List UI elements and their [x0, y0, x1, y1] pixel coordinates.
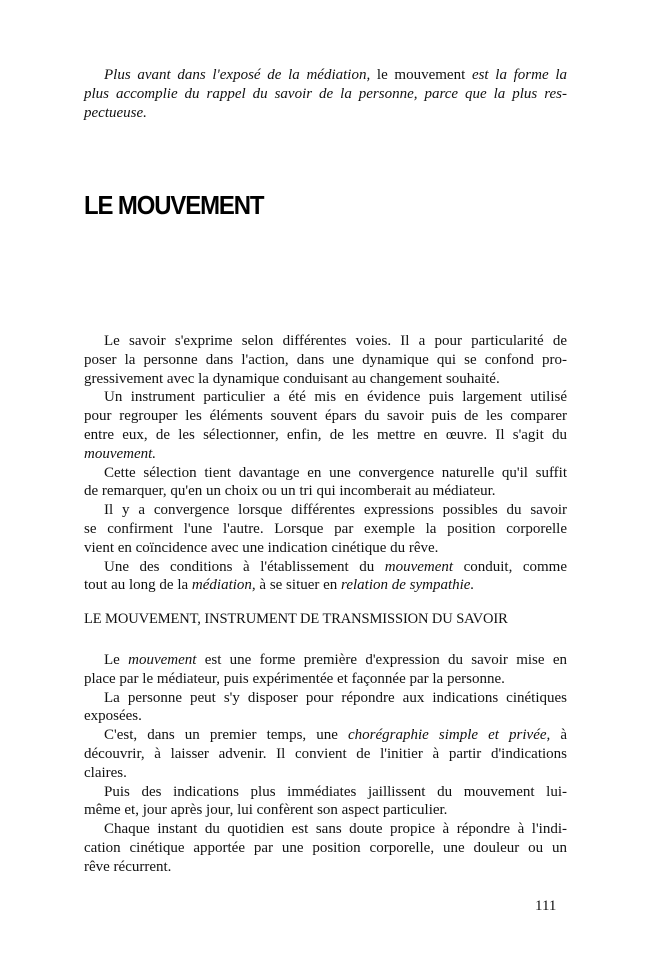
text-line: [84, 764, 567, 783]
text-segment: Un instrument particulier a été mis en évidence puis largement utilisé: [104, 389, 567, 406]
text-segment: La personne peut s'y disposer pour répondre aux indications cinétiques: [104, 689, 567, 706]
italic-text: mouvement.: [84, 445, 157, 462]
text-line: [84, 558, 567, 577]
text-line: [84, 85, 567, 104]
text-line: [84, 801, 567, 820]
text-line: [84, 426, 567, 445]
text-segment: place par le médiateur, puis expérimentée et façonnée par la personne.: [84, 670, 505, 687]
text-segment: entre eux, de les sélectionner, enfin, de les mettre en œuvre. Il s'agit du: [84, 426, 567, 443]
italic-text: mouvement: [384, 558, 454, 575]
text-segment: Chaque instant du quotidien est sans doute propice à répondre à l'indi-: [104, 821, 567, 838]
text-segment: se confirment l'une l'autre. Lorsque par exemple la position corporelle: [84, 520, 567, 537]
text-segment: vient en coïncidence avec une indication cinétique du rêve.: [84, 539, 439, 556]
text-segment: conduit, comme: [453, 558, 567, 575]
text-line: [84, 407, 567, 426]
text-line: [84, 445, 567, 464]
italic-text: médiation,: [191, 577, 256, 594]
text-line: [84, 464, 567, 483]
text-line: [84, 576, 567, 595]
text-line: [84, 839, 567, 858]
text-line: [84, 351, 567, 370]
text-segment: cation cinétique apportée par une position corporelle, une douleur ou un: [84, 839, 567, 856]
text-segment: Le savoir s'exprime selon différentes voies. Il a pour particularité de: [104, 333, 567, 349]
text-line: [84, 689, 567, 708]
italic-text: relation de sympathie.: [341, 577, 475, 594]
body-text-2: [84, 651, 567, 877]
text-segment: est une forme première d'expression du savoir mise en: [196, 652, 568, 668]
text-segment: le mouvement: [370, 67, 472, 83]
text-segment: même et, jour après jour, lui confèrent son aspect particulier.: [84, 802, 448, 819]
text-segment: claires.: [84, 764, 127, 781]
text-line: [84, 501, 567, 520]
section-heading: LE MOUVEMENT, INSTRUMENT DE TRANSMISSION DU SAVOIR: [84, 611, 508, 627]
text-segment: gressivement avec la dynamique conduisant au changement souhaité.: [84, 370, 500, 387]
text-segment: pour regrouper les éléments souvent épars du savoir puis de les comparer: [84, 408, 567, 425]
text-segment: à: [550, 727, 568, 744]
text-line: [84, 670, 567, 689]
intro-paragraph: [84, 66, 567, 122]
text-segment: à se situer en: [255, 577, 342, 594]
text-line: [84, 520, 567, 539]
text-line: [84, 820, 567, 839]
text-line: [84, 388, 567, 407]
text-segment: tout au long de la: [84, 577, 192, 594]
text-segment: de remarquer, qu'en un choix ou un tri qui incomberait au médiateur.: [84, 483, 496, 500]
text-segment: poser la personne dans l'action, dans une dynamique qui se confond pro-: [84, 351, 567, 368]
text-segment: exposées.: [84, 708, 142, 725]
italic-text: pectueuse.: [84, 104, 147, 121]
page-number: 111: [535, 898, 557, 914]
text-line: [84, 707, 567, 726]
text-segment: C'est, dans un premier temps, une: [104, 727, 348, 744]
text-line: [84, 482, 567, 501]
body-text-1: [84, 332, 567, 595]
text-segment: Le: [104, 652, 129, 668]
text-segment: Il y a convergence lorsque différentes expressions possibles du savoir: [104, 502, 567, 519]
text-line: [84, 858, 567, 877]
chapter-title: LE MOUVEMENT: [84, 190, 264, 220]
italic-text: chorégraphie simple et privée,: [347, 727, 551, 744]
text-line: [84, 104, 567, 123]
text-line: [84, 370, 567, 389]
text-line: [84, 783, 567, 802]
text-line: [84, 651, 567, 670]
italic-text: mouvement: [128, 652, 197, 668]
italic-text: Plus avant dans l'exposé de la médiation,: [104, 67, 371, 83]
italic-text: plus accomplie du rappel du savoir de la personne, parce que la plus res-: [84, 85, 567, 102]
text-segment: découvrir, à laisser advenir. Il convient de l'initier à partir d'indications: [84, 745, 567, 762]
text-segment: rêve récurrent.: [84, 858, 172, 875]
text-line: [84, 726, 567, 745]
text-line: [84, 66, 567, 85]
text-segment: Puis des indications plus immédiates jaillissent du mouvement lui-: [104, 783, 567, 800]
text-segment: Cette sélection tient davantage en une convergence naturelle qu'il suffit: [104, 464, 567, 481]
text-line: [84, 745, 567, 764]
text-segment: Une des conditions à l'établissement du: [104, 558, 385, 575]
text-line: [84, 332, 567, 351]
italic-text: est la forme la: [471, 67, 567, 83]
text-line: [84, 539, 567, 558]
